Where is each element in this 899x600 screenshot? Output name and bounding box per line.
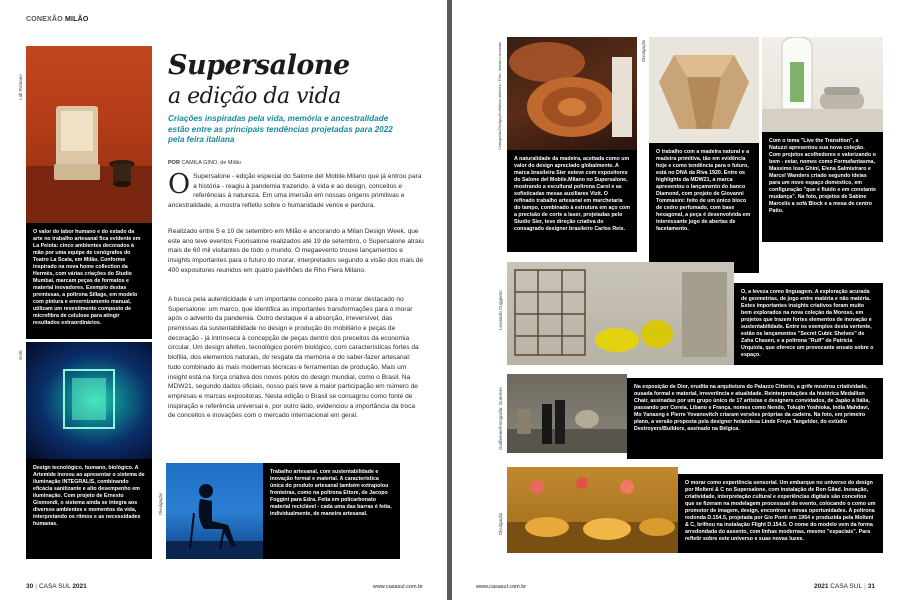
photo-credit: Cartografia/Divulgação/Milano Interiors / Foto: Valeria Lombardo — [498, 41, 502, 150]
dior-chairs-illustration — [507, 374, 627, 453]
photo-credit: Divulgação — [641, 39, 646, 62]
photo-light-installation — [26, 342, 152, 459]
photo-living-room — [762, 37, 883, 132]
photo-credit: Lab Romano — [18, 74, 23, 100]
silhouette-illustration — [166, 463, 263, 559]
page-number: 31 — [867, 583, 875, 590]
photo-orange-room — [26, 46, 152, 223]
caption-box: O, a leveza como linguagem. A exploração acurada de geometrias, de jogo entre matéria e não matéria. Estes importantes insights criativos foram muito bem explorados na nova coleção da Moroso, em projetos que trazem fortes elementos de inovação e sustentabilidade. Entre os exemplos desta vertente, estão os lançamentos "Secret Cubic Shelves" de Zaha Chasen, e a poltrona "Ruff" de Patricia Urquiola, que oferece um provocante ensaio sobre o espaço. — [734, 283, 883, 365]
byline-por: POR — [168, 160, 180, 166]
shelves-illustration — [507, 262, 734, 365]
caption-box: A naturalidade da madeira, aceitada como um valor do design apreciado globalmente. A marca brasileira Sier esteve com expositores do Salone del Mobile.Milano no Supersalone, mostrando a escultural poltrona Carol e as sofisticadas mesas auxiliares Vizit. O refinado trabalho artesanal em marchetaria do tampo, combinado à estrutura em aço com a precisão de corte a laser, projetadas pelo Studio Sier, teve direção criativa do consagrado designer brasileiro Carlos Reis. — [507, 150, 637, 252]
caption-box: O morar como experiência sensorial. Um embarque no universo do design por Molteni & C no Supersalone, com instalação de Ron Gilad. Inovação, criatividade, interpretação cultural e experiências digitais são conceitos que se fizeram na modelagem processual do evento, colocando o como um promotor de imagem, design, encontros e novas oportunidades. A poltrona redonda D.154.5, projetada por Gio Ponti em 1954 e produzida pela Molteni & C, brilhou na instalação Flight D.154.5. O nome do modelo vem da forma arredondada do assento, com linhas modernas, mesmo "espaciais". Para refletir sobre este universo e suas novas luzes. — [678, 474, 883, 553]
caption-box: O trabalho com a madeira natural e a madeira primitiva, tão em evidência hoje e como tendência para o futuro, está no DNA da Riva 1920. Entre os highlights da MDW21, a marca apresentou o lançamento do banco Diamond, com projeto de Giovanni Tommasini: feito de um único bloco de cedro perfumado, com base hexagonal, a peça é desenvolvida em interessante jogo de abertas de facetamento. — [649, 143, 759, 273]
footer-site: www.casasul.com.br — [372, 584, 423, 590]
footer-site: www.casasul.com.br — [476, 584, 527, 590]
footer-left: 30 | CASA SUL 2021 — [26, 583, 87, 590]
article-subtitle: a edição da vida — [168, 84, 341, 109]
drop-cap: O — [168, 169, 191, 200]
article-title: Supersalone — [168, 50, 350, 81]
diamond-stool-illustration — [649, 37, 759, 143]
caption-box: Trabalho artesanal, com sustentabilidade e inovação formal e material. A característica única do produto artesanal também extrapolou fronteiras, como na poltrona Ettore, de Jacopo Foggini para Edra. Feita em policarbonato material reciclável - cada uma das barras é feita, individualmente, de maneira artesanal. — [263, 463, 400, 559]
magazine-name: CASA SUL — [38, 583, 71, 590]
byline-place: de Milão — [220, 160, 242, 166]
photo-credit: Leonardo Duggento — [498, 290, 503, 330]
footer-year: 2021 — [72, 583, 87, 590]
paragraph-text: Supersalone - edição especial do Salone del Mobile.Milano que já entrou para a história - reagiu à pandemia trazendo, à vida e ao design, conceitos e referências à natureza. Em uma imersão em nossas origens primitivas e ancestralidade, a mostra refletiu sobre o humanidade vence e perdura. — [168, 173, 422, 210]
right-page — [452, 0, 899, 600]
byline — [168, 160, 241, 166]
photo-credit: Gutti — [18, 350, 23, 360]
molteni-illustration — [507, 467, 678, 553]
magazine-name: CASA SUL — [830, 583, 863, 590]
section-prefix: CONEXÃO — [26, 16, 63, 23]
caption-box: Na exposição de Dior, erudita na arquitetura do Palazzo Citterio, a grife mostrou criatividade, ousada formal e material, irreverência e atualidade. Reinterpretações da histórica Medallion Chair, assinadas por um grupo único de 17 artistas e designers convidados, de Japão à Itália, passando por Coreia, Líbano e França, nomes como Nendo, Tokujin Yoshioka, India Mahdavi, Mo Yanasng e Pierre Yovanovitch criaram versões próprias da cadeira. Na foto, em primeiro plano, a versão proposta pela designer holandesa Linde Freya Tangelder, do estúdio Destroyers/Builders, assinado na Bélgica. — [627, 378, 883, 459]
photo-shelves-moroso — [507, 262, 734, 365]
wood-table-illustration — [507, 37, 637, 150]
living-room-illustration — [762, 37, 883, 132]
byline-author: CAMILA GINO, — [181, 160, 219, 166]
section-label — [26, 16, 89, 23]
caption-box: Com o tema "Live the Transition", a Natuzzi apresentou sua nova coleção. Com projetos acolhedores e valorizando o bem - estar, nomes como Formafantasma, Massimo Iosa Ghini, Elena Salmistraro e Marcel Wanders criado segundo ideias para um novo espaço doméstico, em configuração "que é fluido e em constante mudança". Na foto, projetos de Sabine Marcelis a sofá Block e a mesa de centro Patio. — [762, 132, 883, 242]
body-paragraph-3: A busca pela autenticidade é um importante conceito para o morar destacado no Supersalone: um marco, que identifica as importantes transformações para o morar após o advento da pandemia. Outro destaque é a absorção, irreversível, das premissas da sustentabilidade no design e produção do mobiliário e peças de decoração - já intrínseca à concepção de peças dentro dos preceitos da economia circular. Um design afetivo, tecnológico porém biológico, com características fortes da biofilia, dos elementos naturais, do resgate da memória e do saber-fazer artesanal: tudo combinado às mais modernas técnicas e ferramentas de produção. Mais um insight está na força criativa dos novos polos do design mundial, como o Brasil. Na MDW21, segundo dados oficiais, nosso país teve a maior participação em número de empresas e marcas expositoras. Nesta edição o Brasil se consagrou como fonte de inspiração e referência universal e, por outro lado, evidenciou a importância da troca de conceitos e inovações com o mercado internacional em geral. — [168, 296, 419, 420]
orange-room-illustration — [26, 46, 152, 223]
photo-credit: Divulgação — [158, 492, 163, 515]
footer-year: 2021 — [813, 583, 829, 590]
article-lede: Criações inspiradas pela vida, memória e ancestralidade estão entre as principais tendências projetadas para 2022 pela feira italiana — [168, 114, 393, 145]
photo-chair-silhouette — [166, 463, 263, 559]
footer-right: 2021 CASA SUL | 31 — [813, 583, 875, 590]
photo-credit: Guilherme/Fotografia: Guerrero — [498, 387, 503, 450]
caption-box: Design tecnológico, humano, biológico. A Artemide inovou ao apresentar o sistema de iluminação INTEGRALIS, combinando eficácia sanitizante e alto desempenho em iluminação. Com projeto de Ernesto Gismondi, o sistema ainda se integra aos diversos ambientes e momentos da vida, interpretando os ritmos e as necessidades humanas. — [26, 459, 152, 559]
photo-credit: Divulgação — [498, 512, 503, 535]
body-paragraph-2: Realizado entre 5 e 10 de setembro em Milão e ancorando a Milan Design Week, que este ano teve eventos Fuorisalone realizados até 19 de setembro, o Supersalone atraiu mais de 60 mil visitantes de todo o mundo. O megaevento trouxe lançamentos e insights importantes para o futuro do morar, interpretados segundo a visão dos mais de 400 expositores reunidos em quatro pavilhões de Rho Fiera Milano. — [168, 228, 424, 274]
left-page — [0, 0, 447, 600]
photo-dior-chairs — [507, 374, 627, 453]
body-paragraph-1 — [168, 169, 424, 211]
photo-diamond-stool — [649, 37, 759, 143]
caption-box: O valor do labor humano e do estado da arte no trabalho artesanal fica evidente em La Pelota: cinco ambientes decorados à mão por uma equipe de cenógrafos do Teatro La Scala, em Milão. Conforme inspirado na nova home collection da Hermès, com várias criações do Studio Mumbai, marcam peças de formatos e material inovadores. Exemplo destas premissas, a poltrona Sillage, em modelo com pintura e envernizamento manual, utilizam um revestimento composto de microfibra de celulose para atingir resultados extraordinários. — [26, 223, 152, 339]
light-frame-illustration — [26, 342, 152, 459]
photo-wood-table — [507, 37, 637, 150]
photo-molteni-installation — [507, 467, 678, 553]
section-city: MILÃO — [64, 16, 89, 23]
page-number: 30 — [26, 583, 34, 590]
